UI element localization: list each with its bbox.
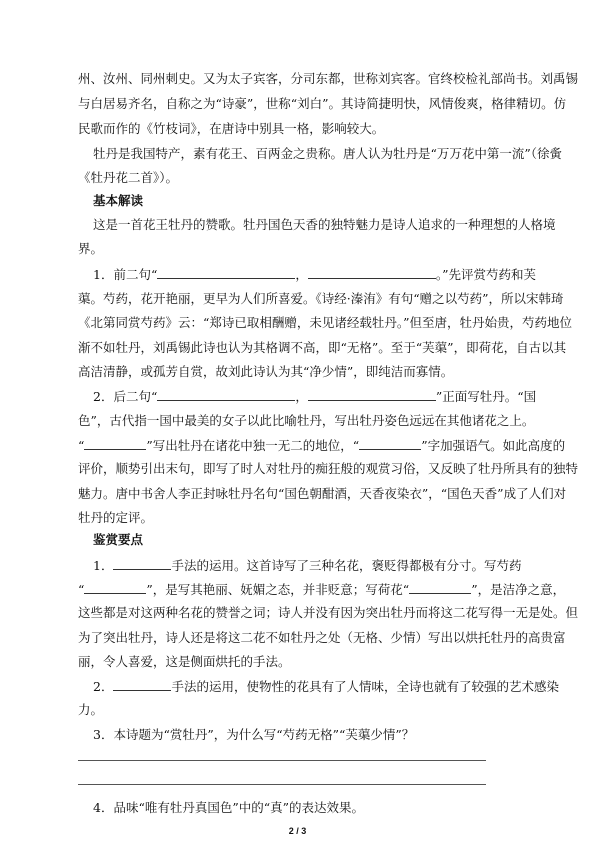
fill-in-blank[interactable] xyxy=(409,581,471,594)
text-segment: “ xyxy=(78,438,85,453)
text-line: 牡丹是我国特产，素有花王、百两金之贵称。唐人认为牡丹是“万万花中第一流”（徐夤 xyxy=(93,146,563,161)
text-segment: 1．前二句“ xyxy=(93,267,158,282)
text-segment: 1． xyxy=(93,558,114,573)
question-3: 3．本诗题为“赏牡丹”，为什么写“芍药无格”“芙蕖少情”？ xyxy=(93,727,415,742)
fill-in-blank[interactable] xyxy=(308,266,436,279)
text-line: 丽，令人喜爱，这是侧面烘托的手法。 xyxy=(78,654,291,669)
text-line: 高洁清静，或孤芳自赏，故刘此诗认为其“净少情”，即纯洁而寡情。 xyxy=(78,364,454,379)
section-heading-basic: 基本解读 xyxy=(93,193,144,208)
question-line xyxy=(78,437,565,454)
text-line: 力。 xyxy=(78,702,104,717)
answer-line[interactable] xyxy=(78,760,486,761)
text-line: 魅力。唐中书舍人李正封咏牡丹名句“国色朝酣酒，天香夜染衣”，“国色天香”成了人们对 xyxy=(78,486,567,501)
question-line xyxy=(78,581,565,598)
question-line xyxy=(93,388,536,405)
text-line: 牡丹的定评。 xyxy=(78,510,154,525)
fill-in-blank[interactable] xyxy=(84,581,146,594)
fill-in-blank[interactable] xyxy=(308,388,436,401)
fill-in-blank[interactable] xyxy=(113,557,171,570)
fill-in-blank[interactable] xyxy=(113,678,171,691)
text-segment: 手法的运用。这首诗写了三种名花，褒贬得都极有分寸。写芍药 xyxy=(171,558,522,573)
text-line: 渐不如牡丹，刘禹锡此诗也认为其格调不高，即“无格”。至于“芙蕖”，即荷花，自古以其 xyxy=(78,340,567,355)
text-line: 评价，顺势引出末句，即写了时人对牡丹的痴狂般的观赏习俗，又反映了牡丹所具有的独特 xyxy=(78,461,579,476)
page-number: 2 / 3 xyxy=(288,826,307,836)
text-line: 州、汝州、同州刺史。又为太子宾客，分司东都，世称刘宾客。官终校检礼部尚书。刘禹锡 xyxy=(78,71,579,86)
question-line xyxy=(93,678,559,695)
text-line: 为了突出牡丹，诗人还是将这二花不如牡丹之处（无格、少情）写出以烘托牡丹的高贵富 xyxy=(78,630,566,645)
text-segment: ， xyxy=(295,389,308,404)
fill-in-blank[interactable] xyxy=(157,266,295,279)
text-line: 《牡丹花二首》）。 xyxy=(78,170,179,185)
text-line: 与白居易齐名，自称之为“诗豪”，世称“刘白”。其诗简捷明快，风情俊爽，格律精切。仿 xyxy=(78,96,567,111)
text-segment: ， xyxy=(295,267,308,282)
section-heading-appreciation: 鉴赏要点 xyxy=(93,532,144,547)
text-segment: 2．后二句“ xyxy=(93,389,158,404)
text-line: 这是一首花王牡丹的赞歌。牡丹国色天香的独特魅力是诗人追求的一种理想的人格境 xyxy=(93,217,556,232)
text-segment: ”字加强语气。如此高度的 xyxy=(421,438,566,453)
text-line: 民歌而作的《竹枝词》，在唐诗中别具一格，影响较大。 xyxy=(78,121,385,136)
text-line: 界。 xyxy=(78,241,104,256)
text-line: 蕖。芍药，花开艳丽，更早为人们所喜爱。《诗经·溱洧》有句“赠之以芍药”，所以宋韩琦 xyxy=(78,291,564,306)
text-segment: ”，是写其艳丽、妩媚之态，并非贬意；写荷花“ xyxy=(146,582,410,597)
text-line: 色”，古代指一国中最美的女子以此比喻牡丹，写出牡丹姿色远远在其他诸花之上。 xyxy=(78,413,535,428)
text-segment: 2． xyxy=(93,679,114,694)
text-segment: “ xyxy=(78,582,85,597)
fill-in-blank[interactable] xyxy=(84,437,146,450)
question-line xyxy=(93,557,521,574)
text-line: 这些都是对这两种名花的赞誉之词；诗人并没有因为突出牡丹而将这二花写得一无是处。但 xyxy=(78,605,579,620)
answer-line[interactable] xyxy=(78,784,486,785)
text-line: 《北第同赏芍药》云：“郑诗已取相酬赠，未见诸经载牡丹。”但至唐，牡丹始贵，芍药地位 xyxy=(78,315,573,330)
text-segment: ”，是洁净之意， xyxy=(471,582,566,597)
text-segment: 手法的运用，使物性的花具有了人情味，全诗也就有了较强的艺术感染 xyxy=(171,679,559,694)
fill-in-blank[interactable] xyxy=(157,388,295,401)
text-segment: ”写出牡丹在诸花中独一无二的地位，“ xyxy=(146,438,360,453)
question-line xyxy=(93,266,536,283)
text-segment: ”正面写牡丹。“国 xyxy=(435,389,537,404)
fill-in-blank[interactable] xyxy=(359,437,421,450)
text-segment: 。”先评赏芍药和芙 xyxy=(435,267,537,282)
question-4: 4．品味“唯有牡丹真国色”中的“真”的表达效果。 xyxy=(93,800,365,815)
